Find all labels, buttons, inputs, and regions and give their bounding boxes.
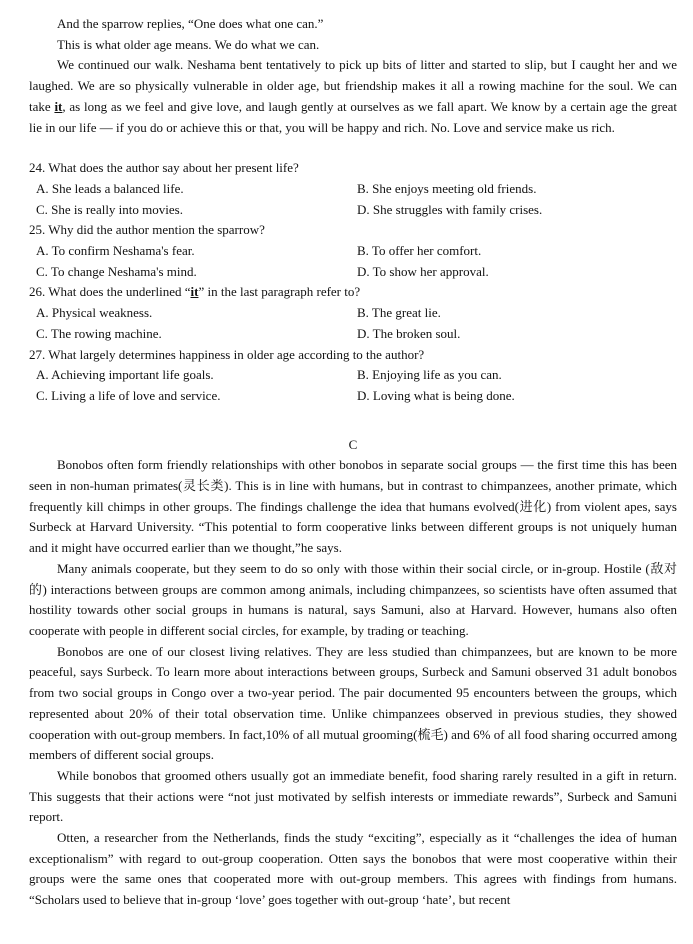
option-a: A. She leads a balanced life. <box>36 180 184 196</box>
passage-c-paragraph-5: Otten, a researcher from the Netherlands, finds the study “exciting”, especially as it “challenges the idea of human exceptionalism” with regard to out-group cooperation. Otten says the bonobos that were most cooperative within their groups were the same ones that cooperated more with out-group members. This agrees with findings from humans. “Scholars used to believe that in-group ‘love’ goes together with out-group ‘hate’, but recent <box>29 830 677 908</box>
options <box>29 303 677 344</box>
option-b: B. To offer her comfort. <box>357 243 482 259</box>
passage-b-paragraph-2: This is what older age means. We do what we can. <box>57 36 320 52</box>
question-27 <box>29 345 677 407</box>
options <box>29 179 677 220</box>
question-stem <box>29 282 677 303</box>
question-24 <box>29 158 677 220</box>
passage-c-paragraph-3: Bonobos are one of our closest living relatives. They are less studied than chimpanzees, but are known to be more peaceful, says Surbeck. To learn more about interactions between groups, Surbeck and Samuni observed 31 adult bonobos from two social groups in Congo over a two-year period. The pair documented 95 encounters between the groups, which represented about 20% of their total observation time. Unlike chimpanzees observed in previous studies, they showed cooperation with out-group members. In fact,10% of all mutual grooming(梳毛) and 6% of all food sharing occurred among members of different social groups. <box>29 643 677 763</box>
question-stem: 24. What does the author say about her present life? <box>29 160 299 176</box>
passage-b-paragraph-3 <box>29 55 677 138</box>
spacer <box>29 138 677 158</box>
option-a: A. Physical weakness. <box>36 305 153 321</box>
question-25 <box>29 220 677 282</box>
options <box>29 365 677 406</box>
option-d: D. Loving what is being done. <box>357 387 515 403</box>
stem-after: ” in the last paragraph refer to? <box>198 284 361 300</box>
paragraph-3-text-before: We continued our walk. Neshama bent tentatively to pick up bits of litter and started to slip, but I caught her and we laughed. We are so physically vulnerable in older age, but friendship makes it all a rowing machine for the soul. We can take <box>29 57 677 114</box>
passage-c-paragraph-1: Bonobos often form friendly relationships with other bonobos in separate social groups — the first time this has been seen in non-human primates(灵长类). This is in line with humans, but in contrast to chimpanzees, another primate, which frequently kill chimps in other groups. The findings challenge the idea that humans evolved(进化) from violent apes, says Surbeck at Harvard University. “This potential to form cooperative links between different groups is not uniquely human and it might have occurred earlier than we thought,”he says. <box>29 457 677 556</box>
question-26 <box>29 282 677 344</box>
question-stem: 27. What largely determines happiness in older age according to the author? <box>29 346 425 362</box>
passage-b-paragraph-1: And the sparrow replies, “One does what one can.” <box>57 16 324 31</box>
exam-page <box>29 14 677 911</box>
option-a: A. Achieving important life goals. <box>36 367 214 383</box>
option-b: B. Enjoying life as you can. <box>357 367 502 383</box>
option-c: C. To change Neshama's mind. <box>36 263 197 279</box>
option-c: C. The rowing machine. <box>36 325 162 341</box>
section-heading-c: C <box>348 436 358 452</box>
question-stem: 25. Why did the author mention the sparrow? <box>29 222 265 238</box>
option-d: D. The broken soul. <box>357 325 461 341</box>
spacer <box>29 407 677 427</box>
stem-before: 26. What does the underlined “ <box>29 284 191 300</box>
option-d: D. To show her approval. <box>357 263 489 279</box>
underlined-it: it <box>54 98 63 114</box>
passage-c-paragraph-2: Many animals cooperate, but they seem to do so only with those within their social circle, or in-group. Hostile (敌对的) interactions between groups are common among animals, including chimpanzees, so scientists have often assumed that hostility towards other social groups in humans is natural, says Samuni, also at Harvard. However, humans also often cooperate with people in different social circles, for example, by trading or teaching. <box>29 560 677 638</box>
passage-c-paragraph-4: While bonobos that groomed others usually got an immediate benefit, food sharing rarely resulted in a gift in return. This suggests that their actions were “not just motivated by selfish interests or immediate rewards”, Surbeck and Samuni report. <box>29 767 677 825</box>
stem-underlined-it: it <box>190 284 199 300</box>
option-b: B. She enjoys meeting old friends. <box>357 180 537 196</box>
option-c: C. Living a life of love and service. <box>36 387 221 403</box>
option-a: A. To confirm Neshama's fear. <box>36 243 195 259</box>
paragraph-3-text-after: , as long as we feel and give love, and laugh gently at ourselves as we fall apart. We know by a certain age the great lie in our life — if you do or achieve this or that, you will be happy and rich. No. Love and service make us rich. <box>29 98 677 135</box>
option-c: C. She is really into movies. <box>36 201 183 217</box>
option-d: D. She struggles with family crises. <box>357 201 543 217</box>
options <box>29 241 677 282</box>
option-b: B. The great lie. <box>357 305 441 321</box>
